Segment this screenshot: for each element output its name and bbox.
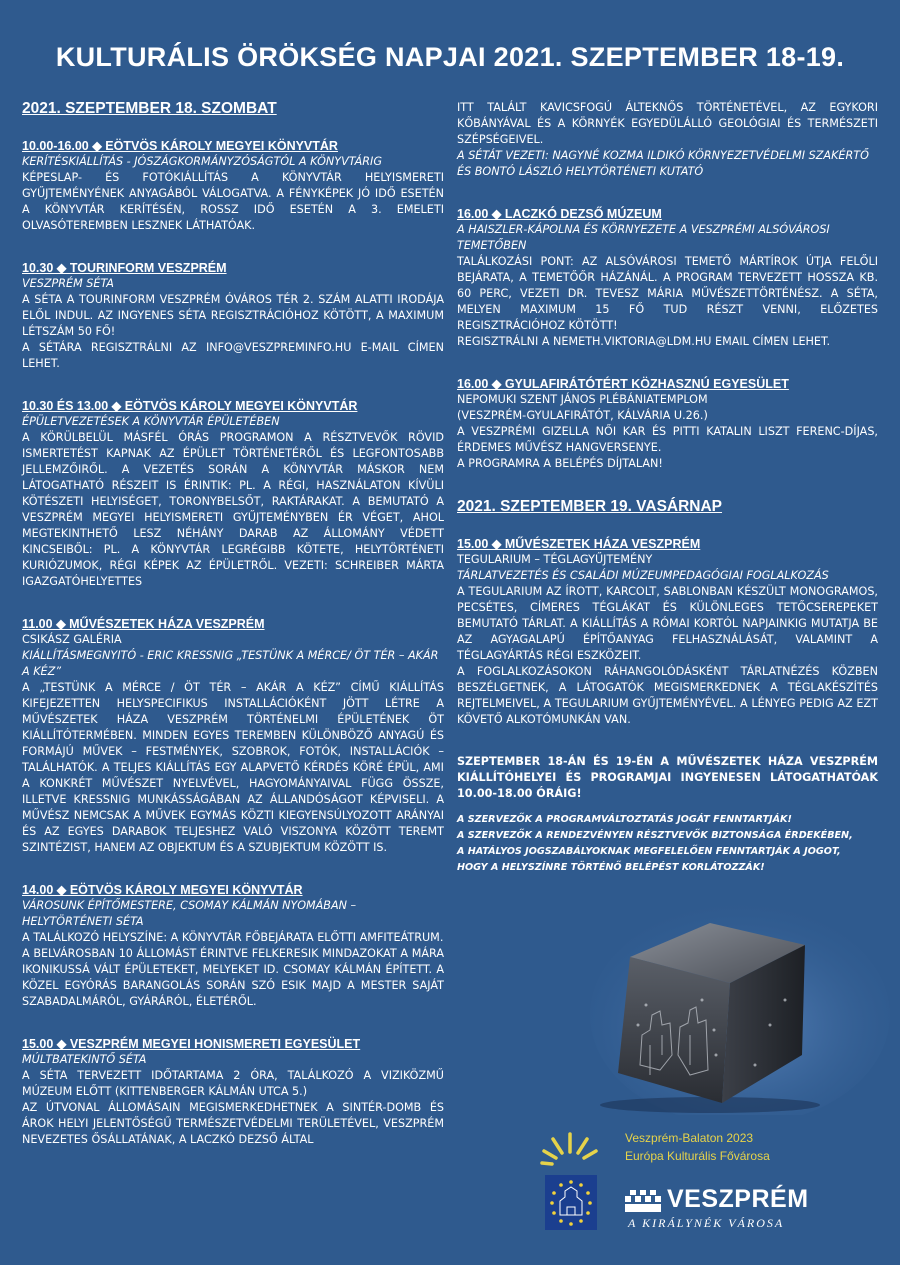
event-venue: CSIKÁSZ GALÉRIA — [22, 633, 122, 646]
event-description: ITT TALÁLT KAVICSFOGÚ ÁLTEKNŐS TÖRTÉNETÉVEL, AZ EGYKORI KŐBÁNYÁVAL ÉS A KÖRNYÉK EGYEDÜLÁLLÓ GEOLÓGIAI ÉS TERMÉSZETI SZÉPSÉGEIVEL. — [457, 101, 878, 146]
organizer-note: HOGY A HELYSZÍNRE TÖRTÉNŐ BELÉPÉST KORLÁTOZZÁK! — [457, 862, 765, 873]
event-subtitle: A HAISZLER-KÁPOLNA ÉS KÖRNYEZETE A VESZPRÉMI ALSÓVÁROSI TEMETŐBEN — [457, 223, 830, 252]
organizer-note: A HATÁLYOS JOGSZABÁLYOKNAK MEGFELELŐEN FENNTARTJÁK A JOGOT, — [457, 846, 841, 857]
organizer-notes — [457, 812, 878, 876]
event-venue: NEPOMUKI SZENT JÁNOS PLÉBÁNIATEMPLOM — [457, 393, 708, 406]
event-subtitle: VESZPRÉM SÉTA — [22, 277, 114, 290]
organizer-note: A SZERVEZŐK A PROGRAMVÁLTOZTATÁS JOGÁT FENNTARTJÁK! — [457, 814, 792, 825]
carved-stone-image — [590, 905, 890, 1115]
event-block — [457, 376, 878, 472]
event-block — [457, 536, 878, 728]
event-description: KÉPESLAP- ÉS FOTÓKIÁLLÍTÁS A KÖNYVTÁR HELYISMERETI GYŰJTEMÉNYÉNEK ANYAGÁBÓL VÁLOGATVA. A FÉNYKÉPEK JÓ IDŐ ESETÉN A KÖNYVTÁR KERÍTÉSÉN, ROSSZ IDŐ ESETÉN A 3. EMELETI OLVASÓTEREMBEN LESZNEK LÁTHATÓAK. — [22, 171, 444, 232]
event-block — [457, 206, 878, 350]
event-continuation — [457, 100, 878, 180]
event-subtitle: KIÁLLÍTÁSMEGNYITÓ - ERIC KRESSNIG „TESTÜNK A MÉRCE/ ÖT TÉR – AKÁR A KÉZ” — [22, 649, 439, 678]
event-address: (VESZPRÉM-GYULAFIRÁTÓT, KÁLVÁRIA U.26.) — [457, 409, 708, 422]
eu-flag-logo — [545, 1175, 597, 1230]
event-heading: 14.00 ◆ EÖTVÖS KÁROLY MEGYEI KÖNYVTÁR — [22, 883, 303, 897]
event-block — [22, 398, 444, 590]
event-heading: 11.00 ◆ MŰVÉSZETEK HÁZA VESZPRÉM — [22, 617, 265, 631]
event-heading: 15.00 ◆ VESZPRÉM MEGYEI HONISMERETI EGYESÜLET — [22, 1037, 361, 1051]
event-subtitle: MÚLTBATEKINTŐ SÉTA — [22, 1053, 147, 1066]
day-heading-saturday: 2021. SZEPTEMBER 18. SZOMBAT — [22, 100, 277, 117]
event-heading: 10.30 ◆ TOURINFORM VESZPRÉM — [22, 261, 227, 275]
event-venue: TEGULARIUM – TÉGLAGYŰJTEMÉNY — [457, 553, 653, 566]
ecoc-line1: Veszprém-Balaton 2023 — [625, 1131, 754, 1145]
city-tagline: A KIRÁLYNÉK VÁROSA — [628, 1215, 785, 1230]
event-description: A BELVÁROSBAN 10 ÁLLOMÁST ÉRINTVE FELKERESIK MINDAZOKAT A MÁRA IKONIKUSSÁ VÁLT ÉPÜLETEKET, MELYEKET ID. CSOMAY KÁLMÁN ÉPÍTETT. A KÖZEL EGYÓRÁS BARANGOLÁS SORÁN SZÓ ESIK MAJD A MESTER SAJÁT SZABADALMÁRÓL, GYÁRÁRÓL, ÉLETÉRŐL. — [22, 947, 444, 1008]
page-title: KULTURÁLIS ÖRÖKSÉG NAPJAI 2021. SZEPTEMBER 18-19. — [55, 42, 845, 72]
event-heading: 16.00 ◆ GYULAFIRÁTÓTÉRT KÖZHASZNÚ EGYESÜLET — [457, 377, 789, 391]
event-block — [22, 616, 444, 856]
left-column — [22, 100, 444, 1174]
organizer-note: A SZERVEZŐK A RENDEZVÉNYEN RÉSZTVEVŐK BIZTONSÁGA ÉRDEKÉBEN, — [457, 830, 853, 841]
ecoc-logo-text — [625, 1129, 770, 1165]
event-registration: REGISZTRÁLNI A NEMETH.VIKTORIA@LDM.HU EMAIL CÍMEN LEHET. — [457, 335, 831, 348]
city-name: VESZPRÉM — [667, 1185, 809, 1213]
event-description: A VESZPRÉMI GIZELLA NŐI KAR ÉS PITTI KATALIN LISZT FERENC-DÍJAS, ÉRDEMES MŰVÉSZ HANGVERSENYE. — [457, 425, 878, 454]
crown-icon — [625, 1190, 661, 1216]
event-subtitle: VÁROSUNK ÉPÍTŐMESTERE, CSOMAY KÁLMÁN NYOMÁBAN – HELYTÖRTÉNETI SÉTA — [22, 899, 357, 928]
event-description: A „TESTÜNK A MÉRCE / ÖT TÉR – AKÁR A KÉZ” CÍMŰ KIÁLLÍTÁS KIFEJEZETTEN HELYSPECIFIKUS INSTALLÁCIÓKÉNT JÖTT LÉTRE A MŰVÉSZETEK HÁZA VESZPRÉM TÖRTÉNELMI ÉPÜLETÉNEK ÖT KIÁLLÍTÓTERMÉBEN. MINDEN EGYES TEREMBEN KÜLÖNBÖZŐ ANYAGÚ ÉS FORMÁJÚ MŰVEK – FESTMÉNYEK, SZOBROK, FOTÓK, INSTALLÁCIÓK – TALÁLHATÓK. A TELJES KIÁLLÍTÁS EGY ALAPVETŐ KÉRDÉS KÖRÉ ÉPÜL, AMI A KONKRÉT MŰVÉSZET NYELVÉVEL, HAGYOMÁNYAIVAL FÜGG ÖSSZE, ILLETVE KRESSNIG MUNKÁSSÁGÁBAN AZ ÁLLANDÓSÁGOT KÉPVISELI. A MŰVÉSZ NEMCSAK A MŰVEK EGYMÁS KÖZTI KIEGYENSÚLYOZOTT ARÁNYAI ÉS AZ EGYES DARABOK TELJESHEZ VALÓ VISZONYA KÖZÖTT TEREMT SZINTÉZIST, HANEM AZ OBJEKTUM ÉS A SZUBJEKTUM KÖZÖTT IS. — [22, 681, 444, 854]
event-admission: A PROGRAMRA A BELÉPÉS DÍJTALAN! — [457, 457, 663, 470]
ecoc-line2: Európa Kulturális Fővárosa — [625, 1149, 770, 1163]
event-description: TALÁLKOZÁSI PONT: AZ ALSÓVÁROSI TEMETŐ MÁRTÍROK ÚTJA FELŐLI BEJÁRATA, A TEMETŐŐR HÁZÁNÁL. A PROGRAM TERVEZETT HOSSZA KB. 60 PERC, VEZETI DR. TEVESZ MÁRIA MŰVÉSZETTÖRTÉNÉSZ. A SÉTA, MELYEN MAXIMUM 15 FŐ TUD RÉSZT VENNI, ELŐZETES REGISZTRÁCIÓHOZ KÖTÖTT! — [457, 255, 878, 332]
event-heading: 15.00 ◆ MŰVÉSZETEK HÁZA VESZPRÉM — [457, 537, 701, 551]
event-description: AZ ÚTVONAL ÁLLOMÁSAIN MEGISMERKEDHETNEK A SINTÉR-DOMB ÉS ÁROK HELYI JELENTŐSÉGŰ TERMÉSZETVÉDELMI TERÜLETÉVEL, VESZPRÉM NEVEZETES ŐSÁLLATÁNAK, A LACZKÓ DEZSŐ ÁLTAL — [22, 1101, 444, 1146]
event-guides: A SÉTÁT VEZETI: NAGYNÉ KOZMA ILDIKÓ KÖRNYEZETVÉDELMI SZAKÉRTŐ ÉS BONTÓ LÁSZLÓ HELYTÖRTÉNETI KUTATÓ — [457, 149, 869, 178]
event-description: A TEGULARIUM AZ ÍROTT, KARCOLT, SABLONBAN KÉSZÜLT MONOGRAMOS, PECSÉTES, CÍMERES TÉGLÁKAT ÉS KÜLÖNLEGES TETŐCSEREPEKET BEMUTATÓ TÁRLAT. A KIÁLLÍTÁS A RÓMAI KORTÓL NAPJAINKIG MUTATJA BE AZ AGYAGALAPÚ ÉPÍTŐANYAG FELHASZNÁLÁSÁT, VALAMINT A TÉGLAGYÁRTÁS RÉGI ESZKÖZEIT. — [457, 585, 878, 662]
event-heading: 10.00-16.00 ◆ EÖTVÖS KÁROLY MEGYEI KÖNYVTÁR — [22, 139, 338, 153]
event-registration: A SÉTÁRA REGISZTRÁLNI AZ INFO@VESZPREMINFO.HU E-MAIL CÍMEN LEHET. — [22, 341, 444, 370]
event-description: A KÖRÜLBELÜL MÁSFÉL ÓRÁS PROGRAMON A RÉSZTVEVŐK RÖVID ISMERTETÉST KAPNAK AZ ÉPÜLET TÖRTÉNETÉRŐL ÉS LEGFONTOSABB JELLEMZŐIRŐL. A VEZETÉS SORÁN A KÖNYVTÁR MÁSKOR NEM LÁTOGATHATÓ RÉSZEIT IS ÉRINTIK: PL. A RÉGI, HASZNÁLATON KÍVÜLI KÖTÉSZETI HELYISÉGET, TORONYBELSŐT, RAKTÁRAKAT. A BEMUTATÓ A VESZPRÉM MEGYEI HELYISMERETI GYŰJTEMÉNYBEN ÉR VÉGET, AHOL MEGTEKINTHETŐ LESZ NÉHÁNY DARAB AZ ÁLLOMÁNY VÉDETT KINCSEIBŐL: PL. A KÖNYVTÁR LEGRÉGIBB KÖTETE, HELYTÖRTÉNETI KURIÓZUMOK, RÉGI KÉPEK AZ ÉPÜLETRŐL. VEZETI: SCHREIBER MÁRTA IGAZGATÓHELYETTES — [22, 431, 444, 588]
event-meeting-point: A SÉTA TERVEZETT IDŐTARTAMA 2 ÓRA, TALÁLKOZÓ A VIZIKÖZMŰ MÚZEUM ELŐTT (KITTENBERGER KÁLMÁN UTCA 5.) — [22, 1069, 444, 1098]
free-admission-note: SZEPTEMBER 18-ÁN ÉS 19-ÉN A MŰVÉSZETEK HÁZA VESZPRÉM KIÁLLÍTÓHELYEI ÉS PROGRAMJAI INGYENESEN LÁTOGATHATÓAK 10.00-18.00 ÓRÁIG! — [457, 755, 878, 800]
event-heading: 10.30 ÉS 13.00 ◆ EÖTVÖS KÁROLY MEGYEI KÖNYVTÁR — [22, 399, 358, 413]
ecoc-sun-icon — [540, 1130, 600, 1170]
veszprem-city-logo — [625, 1185, 809, 1231]
event-block — [22, 138, 444, 234]
event-description: A SÉTA A TOURINFORM VESZPRÉM ÓVÁROS TÉR 2. SZÁM ALATTI IRODÁJA ELŐL INDUL. AZ INGYENES SÉTA REGISZTRÁCIÓHOZ KÖTÖTT, A MAXIMUM LÉTSZÁM 50 FŐ! — [22, 293, 444, 338]
event-meeting-point: A TALÁLKOZÓ HELYSZÍNE: A KÖNYVTÁR FŐBEJÁRATA ELŐTTI AMFITEÁTRUM. — [22, 931, 444, 944]
event-block — [22, 260, 444, 372]
event-subtitle: ÉPÜLETVEZETÉSEK A KÖNYVTÁR ÉPÜLETÉBEN — [22, 415, 280, 428]
event-subtitle: KERÍTÉSKIÁLLÍTÁS - JÓSZÁGKORMÁNYZÓSÁGTÓL A KÖNYVTÁRIG — [22, 155, 382, 168]
right-column — [457, 100, 878, 876]
day-heading-sunday: 2021. SZEPTEMBER 19. VASÁRNAP — [457, 498, 723, 515]
event-block — [22, 1036, 444, 1148]
event-heading: 16.00 ◆ LACZKÓ DEZSŐ MÚZEUM — [457, 207, 662, 221]
event-description: A FOGLALKOZÁSOKON RÁHANGOLÓDÁSKÉNT TÁRLATNÉZÉS KÖZBEN BESZÉLGETNEK, A LÁTOGATÓK MEGISMERKEDNEK A TÉGLAKÉSZÍTÉS REJTELMEIVEL, A TEGULARIUM GYŰJTEMÉNYÉVEL. A LÉNYEG PEDIG AZ EZT KÖVETŐ ALKOTÓMUNKÁN VAN. — [457, 665, 878, 726]
event-subtitle: TÁRLATVEZETÉS ÉS CSALÁDI MÚZEUMPEDAGÓGIAI FOGLALKOZÁS — [457, 569, 829, 582]
event-block — [22, 882, 444, 1010]
